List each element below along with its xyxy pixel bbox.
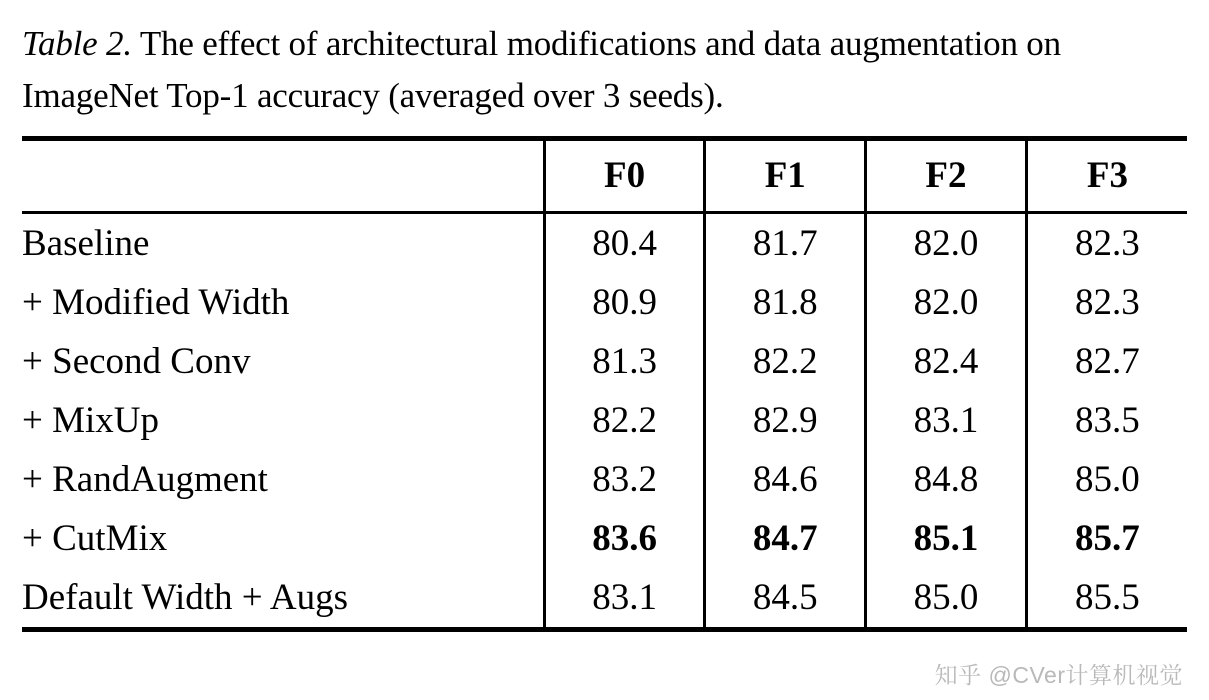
row-label-mixup: + MixUp: [22, 399, 160, 441]
cell-modified-width-f2: 82.0: [866, 273, 1027, 332]
row-label-modified-width: + Modified Width: [22, 281, 290, 323]
row-label-second-conv: + Second Conv: [22, 340, 251, 382]
cell-default-width-augs-f0: 83.1: [544, 568, 705, 630]
row-label-cutmix: + CutMix: [22, 517, 168, 559]
cell-baseline-f0: 80.4: [544, 214, 705, 273]
cell-mixup-f1: 82.9: [705, 391, 866, 450]
cell-default-width-augs-f2: 85.0: [866, 568, 1027, 630]
bottom-rule: [22, 629, 1187, 632]
cell-modified-width-f3: 82.3: [1026, 273, 1187, 332]
caption-label: Table 2.: [22, 24, 132, 63]
cell-mixup-f3: 83.5: [1026, 391, 1187, 450]
watermark: 知乎 @CVer计算机视觉: [934, 662, 1183, 688]
row-label-default-width-augs: Default Width + Augs: [22, 576, 348, 618]
cell-randaugment-f3: 85.0: [1026, 450, 1187, 509]
cell-randaugment-f1: 84.6: [705, 450, 866, 509]
cell-second-conv-f3: 82.7: [1026, 332, 1187, 391]
table-row: [22, 450, 1187, 509]
results-table: [22, 136, 1187, 632]
column-header-f2: F2: [866, 141, 1027, 213]
table-row: [22, 332, 1187, 391]
cell-baseline-f2: 82.0: [866, 214, 1027, 273]
cell-mixup-f2: 83.1: [866, 391, 1027, 450]
column-header-f0: F0: [544, 141, 705, 213]
cell-cutmix-f0: 83.6: [544, 509, 705, 568]
header-corner: [22, 141, 544, 213]
cell-baseline-f1: 81.7: [705, 214, 866, 273]
table-row: [22, 214, 1187, 273]
cell-baseline-f3: 82.3: [1026, 214, 1187, 273]
cell-randaugment-f0: 83.2: [544, 450, 705, 509]
cell-default-width-augs-f3: 85.5: [1026, 568, 1187, 630]
caption-text: The effect of architectural modifications and data augmentation on ImageNet Top-1 accuracy (averaged over 3 seeds).: [22, 24, 1061, 115]
cell-mixup-f0: 82.2: [544, 391, 705, 450]
cell-cutmix-f2: 85.1: [866, 509, 1027, 568]
table-row: [22, 391, 1187, 450]
table-row: [22, 568, 1187, 630]
cell-cutmix-f3: 85.7: [1026, 509, 1187, 568]
column-header-f1: F1: [705, 141, 866, 213]
cell-randaugment-f2: 84.8: [866, 450, 1027, 509]
column-header-f3: F3: [1026, 141, 1187, 213]
cell-modified-width-f1: 81.8: [705, 273, 866, 332]
table-row: [22, 509, 1187, 568]
cell-second-conv-f1: 82.2: [705, 332, 866, 391]
table-caption: [22, 18, 1187, 122]
cell-modified-width-f0: 80.9: [544, 273, 705, 332]
cell-default-width-augs-f1: 84.5: [705, 568, 866, 630]
row-label-randaugment: + RandAugment: [22, 458, 268, 500]
table-header-row: [22, 141, 1187, 213]
cell-cutmix-f1: 84.7: [705, 509, 866, 568]
cell-second-conv-f0: 81.3: [544, 332, 705, 391]
cell-second-conv-f2: 82.4: [866, 332, 1027, 391]
table-row: [22, 273, 1187, 332]
row-label-baseline: Baseline: [22, 222, 150, 264]
